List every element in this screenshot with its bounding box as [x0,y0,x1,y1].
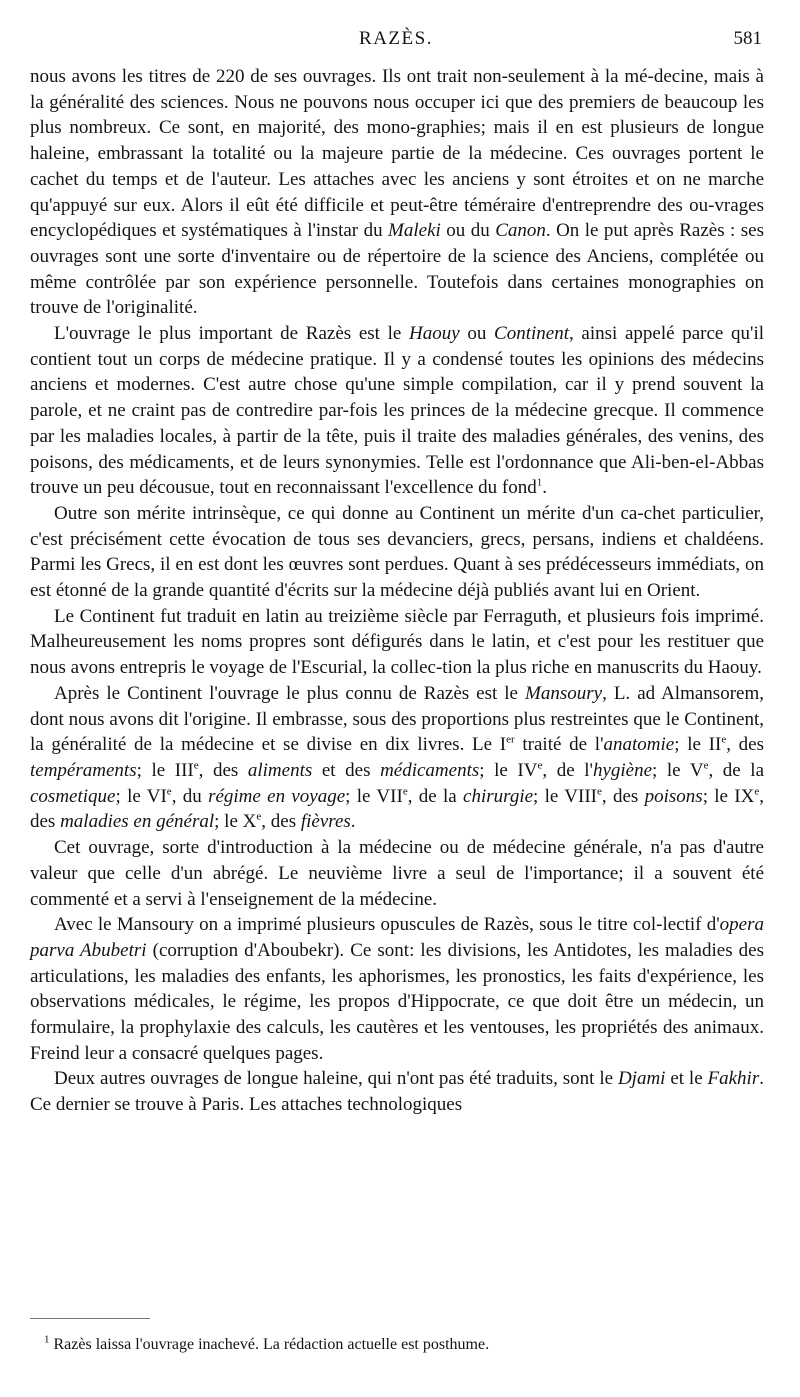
superscript: e [166,785,172,798]
italic-term: régime en voyage [208,785,346,807]
paragraph-5: Après le Continent l'ouvrage le plus connu de Razès est le Mansoury, L. ad Almansorem, dont nous avons dit l'origine. Il embrasse, sous des proportions plus restreintes que le Continent, la généralité de la médecine et se divise en dix livres. Le Ier traité de l'anatomie; le IIe, des tempéraments; le IIIe, des aliments et des médicaments; le IVe, de l'hygiène; le Ve, de la cosmetique; le VIe, du régime en voyage; le VIIe, de la chirurgie; le VIIIe, des poisons; le IXe, des maladies en général; le Xe, des fièvres. [30,682,765,833]
paragraph-4: Le Continent fut traduit en latin au treizième siècle par Ferraguth, et plusieurs fois imprimé. Malheureusement les noms propres sont défigurés dans le latin, et c'est pour les restituer que nous avons entrepris le voyage de l'Escurial, la collec-tion la plus riche en manuscrits du Haouy. [30,605,764,679]
italic-term: Haouy [409,323,460,345]
paragraph-7: Avec le Mansoury on a imprimé plusieurs opuscules de Razès, sous le titre col-lectif d'opera parva Abubetri (corruption d'Aboubekr). Ce sont: les divisions, les Antidotes, les maladies des articulations, les maladies des enfants, les aphorismes, les pronostics, les faits d'expérience, les observations médicales, le régime, les propos d'Hippocrate, ce que doit être un médecin, un formulaire, la prophylaxie des calculs, les cautères et les ventouses, les propriétés des animaux. Freind leur a consacré quelques pages. [30,914,764,1064]
italic-term: aliments [247,759,313,781]
italic-term: Djami [617,1068,666,1090]
italic-term: opera parva Abubetri [30,914,764,961]
superscript: e [754,785,760,798]
superscript: e [402,785,408,798]
superscript: e [597,785,602,798]
superscript: 1 [536,476,543,489]
superscript: e [256,811,262,824]
paragraph-2: L'ouvrage le plus important de Razès est le Haouy ou Continent, ainsi appelé parce qu'il contient tout un corps de médecine pratique. Il y a condensé toutes les opinions des médecins anciens et modernes. C'est autre chose qu'une simple compilation, car il y prend souvent la parole, et ne craint pas de contredire par-fois les princes de la médecine grecque. Il commence par les maladies locales, à partir de la tête, puis il traite des maladies générales, des venins, des poisons, des médicaments, et de leurs synonymies. Telle est l'ordonnance que Ali-ben-el-Abbas trouve un peu décousue, tout en reconnaissant l'excellence du fond$^1$. [30,323,765,499]
italic-term: Mansoury [525,682,603,704]
superscript: e [537,759,543,772]
running-title: RAZÈS. [359,28,433,49]
italic-term: médicaments [380,759,480,781]
footnote-rule [30,1318,150,1319]
italic-term: Fakhir [707,1068,760,1090]
italic-term: hygiène [592,759,653,781]
italic-term: Continent [494,323,569,345]
superscript: e [193,759,199,772]
footnote-marker: 1 [44,1333,50,1346]
body-text [30,64,764,1118]
italic-term: fièvres [300,811,351,833]
superscript: e [703,759,709,772]
italic-term: poisons [644,785,703,807]
italic-term: Canon [495,220,546,242]
page-number: 581 [733,28,762,49]
paragraph-8: Deux autres ouvrages de longue haleine, qui n'ont pas été traduits, sont le Djami et le Fakhir. Ce dernier se trouve à Paris. Les attaches technologiques [30,1068,764,1116]
italic-term: maladies en général [60,811,215,833]
italic-term: Maleki [388,220,441,242]
italic-term: anatomie [603,734,675,756]
superscript: e [721,733,727,746]
footnote-text: Razès laissa l'ouvrage inachevé. La rédaction actuelle est posthume. [53,1336,490,1353]
superscript: er [506,733,515,746]
paragraph-1: nous avons les titres de 220 de ses ouvrages. Ils ont trait non-seulement à la mé-decine, mais à la généralité des sciences. Nous ne pouvons nous occuper ici que des premiers de beaucoup les plus nombreux. Ce sont, en majorité, des mono-graphies; mais il en est plusieurs de longue haleine, embrassant la totalité ou la majeure partie de la médecine. Ces ouvrages portent le cachet du temps et de l'auteur. Les attaches avec les anciens y sont étroites et on ne marche qu'appuyé sur eux. Alors il eût été difficile et peut-être téméraire d'entreprendre des ou-vrages encyclopédiques et systématiques à l'instar du Maleki ou du Canon. On le put après Razès : ses ouvrages sont une sorte d'inventaire ou de répertoire de la science des Anciens, complétée ou même contrôlée par son expérience personnelle. Toutefois dans certaines monographies on trouve de l'originalité. [30,66,765,319]
italic-term: cosmetique [30,785,116,807]
page-header [30,28,762,58]
italic-term: chirurgie [463,785,534,807]
paragraph-6: Cet ouvrage, sorte d'introduction à la médecine ou de médecine générale, n'a pas d'autre valeur que celle d'un abrégé. Le neuvième livre a seul de l'importance; il a souvent été commenté et a servi à l'enseignement de la médecine. [30,837,764,910]
footnote [44,1335,764,1355]
italic-term: tempéraments [30,759,137,781]
paragraph-3: Outre son mérite intrinsèque, ce qui donne au Continent un mérite d'un ca-chet particulier, c'est précisément cette évocation de tous ses devanciers, grecs, persans, indiens et chaldéens. Parmi les Grecs, il en est dont les œuvres sont perdues. Quant à ses prédécesseurs immédiats, on est étonné de la grande quantité d'écrits sur la médecine déjà publiés avant lui en Orient. [30,502,764,602]
